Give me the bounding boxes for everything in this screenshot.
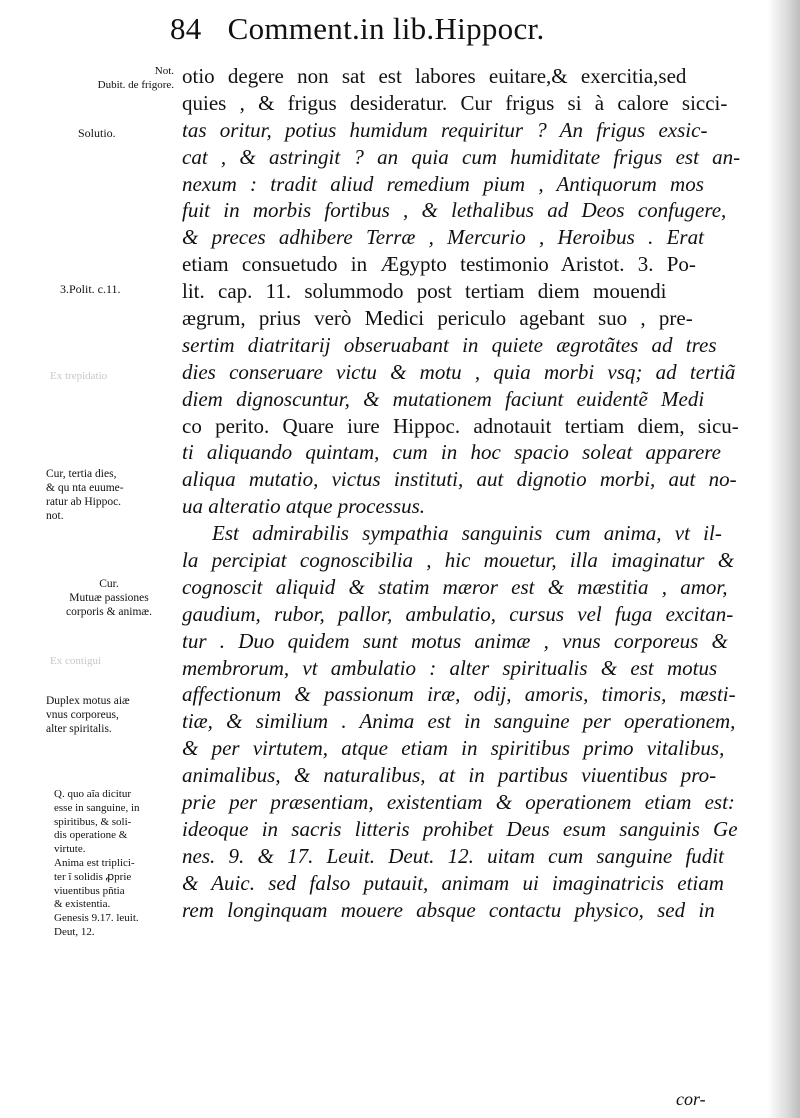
text-line: gaudium, rubor, pallor, ambulatio, cursus vel fuga excitan- [182, 601, 734, 626]
running-header [170, 12, 750, 46]
text-line: fuit in morbis fortibus , & lethalibus ad Deos confugere, [182, 198, 727, 223]
show-through-text: Ex trepidatio [50, 370, 108, 382]
margin-note-tertia-dies [46, 467, 186, 523]
margin-note-line: Duplex motus aiæ [46, 695, 130, 707]
text-line: diem dignoscuntur, & mutationem faciunt euidentẽ Medi [182, 386, 705, 411]
margin-note-line: 3.Polit. c.11. [60, 282, 121, 296]
text-line: ægrum, prius verò Medici periculo agebant suo , pre- [182, 306, 693, 331]
margin-note-line: Cur. [99, 578, 119, 590]
text-line: etiam consuetudo in Ægypto testimonio Aristot. 3. Po- [182, 252, 696, 277]
text-line: aliqua mutatio, victus instituti, aut dignotio morbi, aut no- [182, 467, 737, 492]
text-line: otio degere non sat est labores euitare,& exercitia,sed [182, 64, 687, 88]
margin-note-line: vnus corporeus, [46, 709, 119, 721]
margin-note-line: esse in sanguine, in [54, 801, 140, 814]
margin-note-line: corporis & animæ. [66, 606, 152, 618]
margin-note-line: Q. quo aĩa dicitur [54, 788, 131, 800]
margin-note-line: viuentibus pñtia [54, 884, 125, 897]
margin-note-line: spiritibus, & soli- [54, 815, 132, 828]
margin-note-line: ter ĩ solidis ꝓprie [54, 870, 132, 883]
text-line: cognoscit aliquid & statim mæror est & mæstitia , amor, [182, 574, 728, 599]
margin-note-line: Dubit. de frigore. [97, 79, 174, 91]
margin-note-duplex-motus [46, 694, 186, 736]
text-line: Est admirabilis sympathia sanguinis cum anima, vt il- [212, 521, 722, 546]
text-line: cat , & astringit ? an quia cum humiditate frigus est an- [182, 144, 741, 169]
text-line: & per virtutem, atque etiam in spiritibus primo vitalibus, [182, 736, 725, 761]
text-line: affectionum & passionum iræ, odij, amoris, timoris, mæsti- [182, 682, 736, 707]
text-line: membrorum, vt ambulatio : alter spiritualis & est motus [182, 655, 718, 680]
text-line: prie per præsentiam, existentiam & operationem etiam est: [182, 790, 735, 815]
text-line: dies conseruare victu & motu , quia morbi vsq; ad tertiã [182, 359, 736, 384]
running-title: Comment.in lib.Hippocr. [227, 11, 545, 46]
text-line: sertim diatritarij obseruabant in quiete ægrotãtes ad tres [182, 332, 717, 357]
catchword: cor- [676, 1089, 706, 1109]
page-number: 84 [170, 11, 202, 46]
text-line: rem longinquam mouere absque contactu physico, sed in [182, 897, 715, 922]
margin-note-line: Deut, 12. [54, 925, 95, 938]
margin-note-line: ratur ab Hippoc. [46, 496, 122, 508]
text-line: quies , & frigus desideratur. Cur frigus si à calore sicci- [182, 90, 728, 115]
margin-note-line: virtute. [54, 843, 86, 856]
margin-note-line: & qu nta euume- [46, 482, 124, 494]
text-line: tiæ, & similium . Anima est in sanguine per operationem, [182, 709, 736, 734]
margin-note-line: Anima est triplici- [54, 856, 135, 869]
margin-note-line: Solutio. [78, 126, 116, 140]
margin-note-line: Cur, tertia dies, [46, 468, 117, 480]
text-line: ideoque in sacris litteris prohibet Deus esum sanguinis Ge [182, 816, 738, 841]
margin-note-line: not. [46, 510, 64, 522]
text-line: animalibus, & naturalibus, at in partibus viuentibus pro- [182, 763, 717, 788]
margin-note-line: Genesis 9.17. leuit. [54, 912, 139, 925]
text-line: nes. 9. & 17. Leuit. Deut. 12. uitam cum sanguine fudit [182, 843, 724, 868]
text-line: tur . Duo quidem sunt motus animæ , vnus corporeus & [182, 628, 728, 653]
margin-note-line: alter spiritalis. [46, 723, 112, 735]
margin-note-line: Not. [154, 65, 174, 77]
text-line: ti aliquando quintam, cum in hoc spacio soleat apparere [182, 440, 721, 465]
margin-note-line: & existentia. [54, 898, 111, 911]
text-line: & preces adhibere Terræ , Mercurio , Heroibus . Erat [182, 225, 704, 250]
text-line: & Auic. sed falso putauit, animam ui imaginatricis etiam [182, 870, 724, 895]
text-line: tas oritur, potius humidum requiritur ? An frigus exsic- [182, 117, 708, 142]
text-line: ua alteratio atque processus. [182, 494, 426, 519]
show-through-text: Ex contigui [50, 655, 102, 667]
margin-note-line: Mutuæ passiones [69, 592, 149, 604]
text-line: lit. cap. 11. solummodo post tertiam diem mouendi [182, 279, 667, 304]
margin-note-dubitatio [42, 64, 174, 92]
text-line: la percipiat cognoscibilia , hic mouetur, illa imaginatur & [182, 548, 735, 573]
main-text-block [182, 63, 772, 924]
margin-note-passiones [42, 577, 176, 619]
text-line: co perito. Quare iure Hippoc. adnotauit tertiam diem, sicu- [182, 413, 739, 438]
margin-note-line: dis operatione & [54, 829, 128, 842]
text-line: nexum : tradit aliud remedium pium , Antiquorum mos [182, 171, 704, 196]
margin-note-politica [60, 283, 200, 296]
margin-note-anima-sanguine [54, 788, 194, 940]
